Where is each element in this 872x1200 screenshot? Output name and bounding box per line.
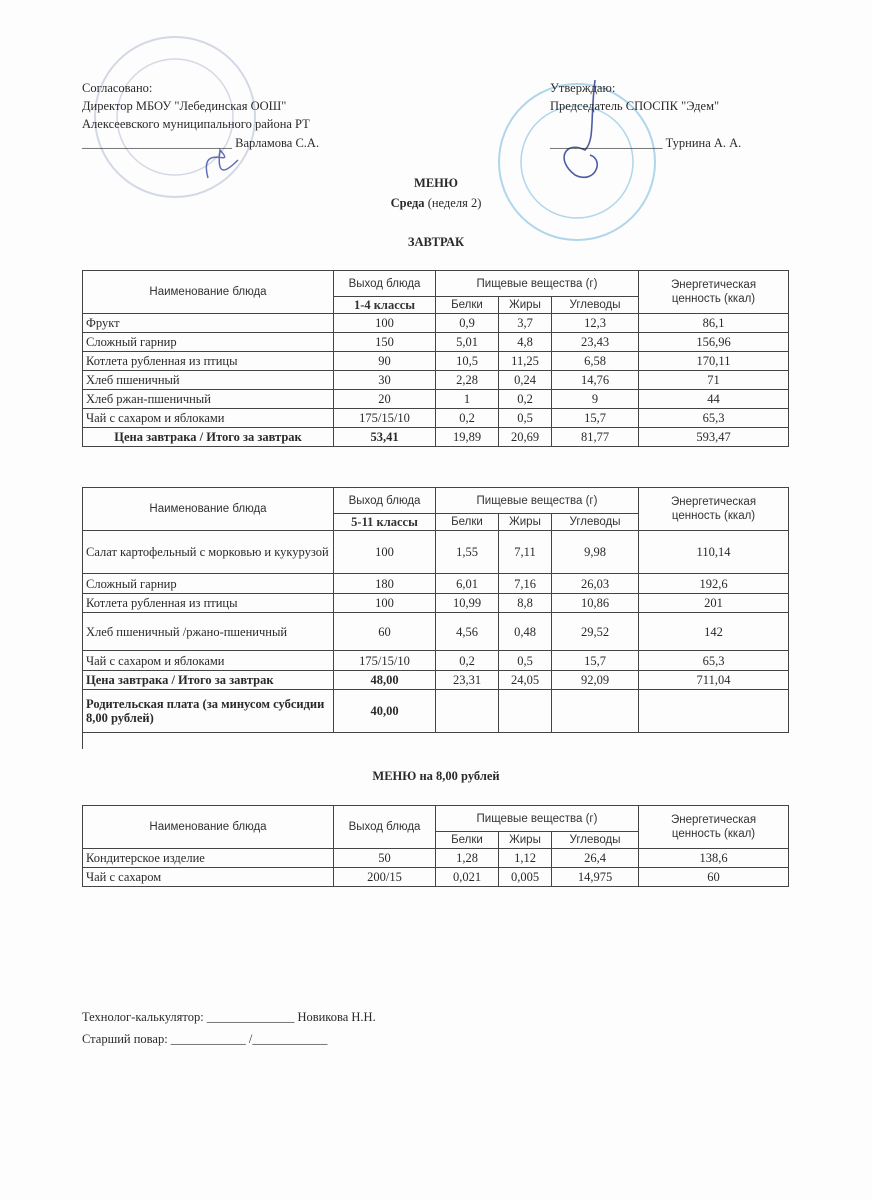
header-protein: Белки (436, 514, 499, 531)
dish-energy: 156,96 (639, 333, 789, 352)
dish-protein: 0,9 (436, 314, 499, 333)
header-energy-line2: ценность (ккал) (671, 828, 756, 840)
header-carbs: Углеводы (552, 297, 639, 314)
signature-blank-right: __________________ (550, 136, 663, 150)
dish-yield: 180 (334, 574, 436, 594)
dish-protein: 4,56 (436, 613, 499, 651)
dish-energy: 44 (639, 390, 789, 409)
header-energy-line1: Энергетическая (670, 814, 757, 826)
header-yield: Выход блюда (334, 488, 436, 514)
dish-energy: 60 (639, 868, 789, 887)
header-fat: Жиры (499, 514, 552, 531)
dish-carbs: 12,3 (552, 314, 639, 333)
dish-protein: 0,2 (436, 651, 499, 671)
header-energy (639, 806, 789, 849)
dish-fat: 8,8 (499, 594, 552, 613)
dish-protein: 2,28 (436, 371, 499, 390)
header-protein: Белки (436, 297, 499, 314)
total-yield: 53,41 (334, 428, 436, 447)
dish-energy: 170,11 (639, 352, 789, 371)
total-protein: 19,89 (436, 428, 499, 447)
table-row (83, 314, 789, 333)
parent-fee-value: 40,00 (334, 690, 436, 733)
chairman-name: Турнина А. А. (665, 136, 742, 150)
header-energy-line2: ценность (ккал) (671, 293, 756, 305)
table-row (83, 849, 789, 868)
header-yield: Выход блюда (334, 271, 436, 297)
dish-energy: 138,6 (639, 849, 789, 868)
header-class-group: 1-4 классы (334, 297, 436, 314)
chef-label: Старший повар: (82, 1032, 168, 1046)
header-energy-line1: Энергетическая (670, 496, 757, 508)
total-fat: 24,05 (499, 671, 552, 690)
dish-energy: 192,6 (639, 574, 789, 594)
table-row (83, 390, 789, 409)
technologist-name: Новикова Н.Н. (297, 1010, 376, 1024)
dish-fat: 0,2 (499, 390, 552, 409)
header-energy (639, 488, 789, 531)
total-carbs: 81,77 (552, 428, 639, 447)
dish-fat: 3,7 (499, 314, 552, 333)
dish-carbs: 29,52 (552, 613, 639, 651)
header-fat: Жиры (499, 297, 552, 314)
dish-protein: 6,01 (436, 574, 499, 594)
approval-label-left: Согласовано: (82, 81, 153, 95)
table-row (83, 409, 789, 428)
dish-energy: 65,3 (639, 651, 789, 671)
menu8-title: МЕНЮ на 8,00 рублей (372, 769, 500, 783)
total-row (83, 428, 789, 447)
header-energy (639, 271, 789, 314)
dish-energy: 86,1 (639, 314, 789, 333)
table-row (83, 613, 789, 651)
header-name: Наименование блюда (83, 488, 334, 531)
technologist-blank: ______________ (206, 1010, 295, 1024)
dish-fat: 7,11 (499, 531, 552, 574)
total-yield: 48,00 (334, 671, 436, 690)
dish-name: Салат картофельный с морковью и кукурузой (83, 531, 334, 574)
dish-carbs: 9 (552, 390, 639, 409)
approval-label-right: Утверждаю: (550, 81, 616, 95)
dish-yield: 100 (334, 594, 436, 613)
dish-carbs: 14,975 (552, 868, 639, 887)
table-trailing-border (82, 731, 83, 749)
dish-name: Чай с сахаром и яблоками (83, 651, 334, 671)
dish-yield: 175/15/10 (334, 651, 436, 671)
dish-energy: 201 (639, 594, 789, 613)
dish-yield: 50 (334, 849, 436, 868)
dish-fat: 7,16 (499, 574, 552, 594)
table-row (83, 333, 789, 352)
dish-carbs: 15,7 (552, 651, 639, 671)
dish-fat: 11,25 (499, 352, 552, 371)
header-energy-line2: ценность (ккал) (671, 510, 756, 522)
header-row (83, 806, 789, 832)
dish-energy: 65,3 (639, 409, 789, 428)
dish-fat: 0,005 (499, 868, 552, 887)
dish-carbs: 26,4 (552, 849, 639, 868)
breakfast-table-5-11 (82, 487, 789, 733)
menu-title: МЕНЮ (414, 176, 458, 190)
dish-name: Сложный гарнир (83, 333, 334, 352)
parent-fee-label: Родительская плата (за минусом субсидии 8,00 рублей) (83, 690, 334, 733)
total-energy: 593,47 (639, 428, 789, 447)
technologist-label: Технолог-калькулятор: (82, 1010, 204, 1024)
header-nutrients: Пищевые вещества (г) (436, 271, 639, 297)
total-carbs: 92,09 (552, 671, 639, 690)
dish-yield: 20 (334, 390, 436, 409)
table-row (83, 651, 789, 671)
table-row (83, 594, 789, 613)
chairman-title: Председатель СПОСПК "Эдем" (550, 99, 720, 113)
dish-name: Кондитерское изделие (83, 849, 334, 868)
total-protein: 23,31 (436, 671, 499, 690)
director-title: Директор МБОУ "Лебединская ООШ" (82, 99, 287, 113)
dish-fat: 1,12 (499, 849, 552, 868)
empty-cell (499, 690, 552, 733)
day-line (0, 194, 872, 212)
dish-yield: 90 (334, 352, 436, 371)
empty-cell (552, 690, 639, 733)
dish-yield: 30 (334, 371, 436, 390)
total-row (83, 671, 789, 690)
header-name: Наименование блюда (83, 271, 334, 314)
total-energy: 711,04 (639, 671, 789, 690)
signature-blank-left: ________________________ (82, 136, 232, 150)
dish-carbs: 9,98 (552, 531, 639, 574)
dish-fat: 0,5 (499, 409, 552, 428)
dish-yield: 100 (334, 314, 436, 333)
dish-name: Сложный гарнир (83, 574, 334, 594)
table-row (83, 868, 789, 887)
dish-name: Котлета рубленная из птицы (83, 594, 334, 613)
dish-carbs: 14,76 (552, 371, 639, 390)
dish-protein: 1,28 (436, 849, 499, 868)
dish-fat: 4,8 (499, 333, 552, 352)
dish-name: Хлеб пшеничный (83, 371, 334, 390)
header-energy-line1: Энергетическая (670, 279, 757, 291)
dish-protein: 0,021 (436, 868, 499, 887)
dish-yield: 200/15 (334, 868, 436, 887)
dish-name: Фрукт (83, 314, 334, 333)
dish-name: Чай с сахаром (83, 868, 334, 887)
meal-title: ЗАВТРАК (407, 235, 465, 249)
header-row (83, 271, 789, 297)
dish-carbs: 6,58 (552, 352, 639, 371)
dish-protein: 10,99 (436, 594, 499, 613)
header-carbs: Углеводы (552, 514, 639, 531)
header-nutrients: Пищевые вещества (г) (436, 806, 639, 832)
dish-name: Чай с сахаром и яблоками (83, 409, 334, 428)
dish-carbs: 26,03 (552, 574, 639, 594)
dish-fat: 0,5 (499, 651, 552, 671)
table-row (83, 352, 789, 371)
dish-fat: 0,24 (499, 371, 552, 390)
dish-protein: 5,01 (436, 333, 499, 352)
header-yield: Выход блюда (334, 806, 436, 849)
director-name: Варламова С.А. (235, 136, 320, 150)
dish-protein: 1,55 (436, 531, 499, 574)
dish-protein: 0,2 (436, 409, 499, 428)
dish-yield: 60 (334, 613, 436, 651)
dish-yield: 175/15/10 (334, 409, 436, 428)
dish-yield: 150 (334, 333, 436, 352)
dish-fat: 0,48 (499, 613, 552, 651)
dish-name: Хлеб ржан-пшеничный (83, 390, 334, 409)
header-fat: Жиры (499, 832, 552, 849)
header-protein: Белки (436, 832, 499, 849)
menu-8-rub-table (82, 805, 789, 887)
total-fat: 20,69 (499, 428, 552, 447)
table-row (83, 574, 789, 594)
header-nutrients: Пищевые вещества (г) (436, 488, 639, 514)
day: Среда (390, 196, 425, 210)
dish-carbs: 10,86 (552, 594, 639, 613)
header-carbs: Углеводы (552, 832, 639, 849)
total-name: Цена завтрака / Итого за завтрак (83, 428, 334, 447)
empty-cell (436, 690, 499, 733)
empty-cell (639, 690, 789, 733)
table-row (83, 371, 789, 390)
breakfast-table-1-4 (82, 270, 789, 447)
header-class-group: 5-11 классы (334, 514, 436, 531)
table-row (83, 531, 789, 574)
header-name: Наименование блюда (83, 806, 334, 849)
week: (неделя 2) (427, 196, 482, 210)
dish-carbs: 15,7 (552, 409, 639, 428)
header-row (83, 488, 789, 514)
total-name: Цена завтрака / Итого за завтрак (83, 671, 334, 690)
dish-energy: 110,14 (639, 531, 789, 574)
district-line: Алексеевского муниципального района РТ (82, 117, 310, 131)
dish-energy: 142 (639, 613, 789, 651)
dish-carbs: 23,43 (552, 333, 639, 352)
dish-energy: 71 (639, 371, 789, 390)
dish-name: Хлеб пшеничный /ржано-пшеничный (83, 613, 334, 651)
chef-blank: ____________ /____________ (170, 1032, 328, 1046)
dish-protein: 10,5 (436, 352, 499, 371)
parent-fee-row (83, 690, 789, 733)
dish-protein: 1 (436, 390, 499, 409)
dish-name: Котлета рубленная из птицы (83, 352, 334, 371)
dish-yield: 100 (334, 531, 436, 574)
